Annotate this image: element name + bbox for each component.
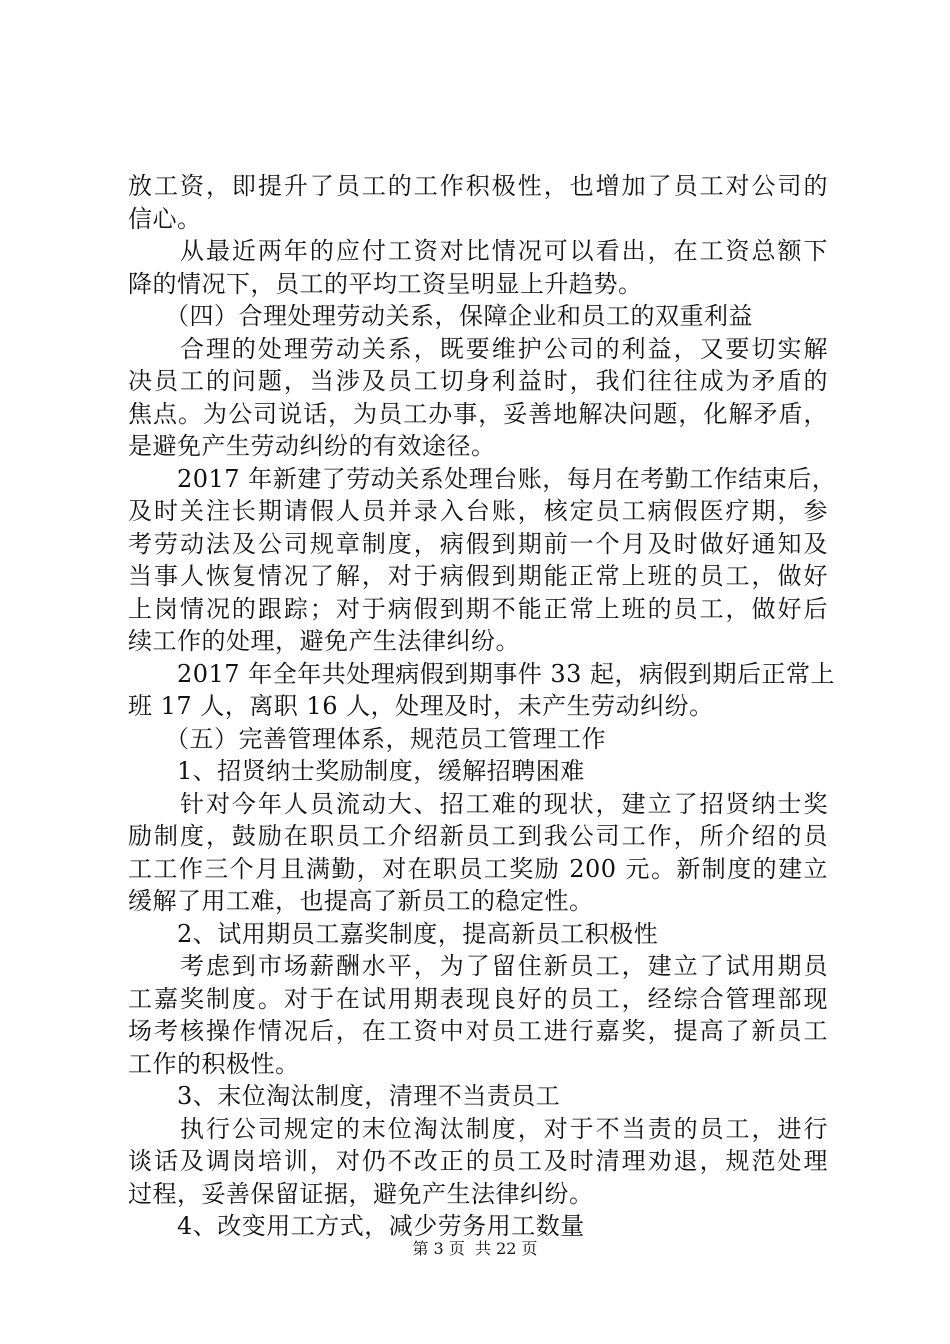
text-line: 工嘉奖制度。对于在试用期表现良好的员工，经综合管理部现 xyxy=(128,984,828,1013)
text-line: 2017 年全年共处理病假到期事件 33 起，病假到期后正常上 xyxy=(128,659,836,688)
text-line: 谈话及调岗培训，对仍不改正的员工及时清理劝退，规范处理 xyxy=(128,1147,828,1175)
text-line: 执行公司规定的末位淘汰制度，对于不当责的员工，进行 xyxy=(128,1114,828,1143)
text-line: 2017 年新建了劳动关系处理台账，每月在考勤工作结束后， xyxy=(128,464,837,493)
page-footer xyxy=(0,1239,950,1259)
text-line: 续工作的处理，避免产生法律纠纷。 xyxy=(128,627,520,655)
text-line: 当事人恢复情况了解，对于病假到期能正常上班的员工，做好 xyxy=(128,562,828,590)
text-line: 工作的积极性。 xyxy=(128,1049,300,1078)
text-line: 2、试用期员工嘉奖制度，提高新员工积极性 xyxy=(128,919,659,948)
text-line: 是避免产生劳动纠纷的有效途径。 xyxy=(128,432,496,460)
text-line: 班 17 人，离职 16 人，处理及时，未产生劳动纠纷。 xyxy=(128,692,714,720)
text-line: 针对今年人员流动大、招工难的现状，建立了招贤纳士奖 xyxy=(128,789,828,818)
text-line: 工工作三个月且满勤，对在职员工奖励 200 元。新制度的建立 xyxy=(128,854,828,883)
text-line: 决员工的问题，当涉及员工切身利益时，我们往往成为矛盾的 xyxy=(128,367,828,395)
text-line: 焦点。为公司说话，为员工办事，妥善地解决问题，化解矛盾， xyxy=(128,399,828,428)
text-line: 合理的处理劳动关系，既要维护公司的利益，又要切实解 xyxy=(128,334,828,363)
text-line: 从最近两年的应付工资对比情况可以看出，在工资总额下 xyxy=(128,237,828,265)
text-line: 3、末位淘汰制度，清理不当责员工 xyxy=(128,1082,561,1110)
text-line: 过程，妥善保留证据，避免产生法律纠纷。 xyxy=(128,1179,594,1208)
text-line: 上岗情况的跟踪；对于病假到期不能正常上班的员工，做好后 xyxy=(128,594,828,623)
text-line: 缓解了用工难，也提高了新员工的稳定性。 xyxy=(128,887,594,915)
text-line: 放工资，即提升了员工的工作积极性，也增加了员工对公司的 xyxy=(128,172,828,200)
document-body xyxy=(128,170,837,1243)
text-line: 4、改变用工方式，减少劳务用工数量 xyxy=(128,1212,585,1240)
text-line: 考劳动法及公司规章制度，病假到期前一个月及时做好通知及 xyxy=(128,529,828,558)
text-line: 场考核操作情况后，在工资中对员工进行嘉奖，提高了新员工 xyxy=(128,1017,828,1045)
page-number-label: 第 3 页 共 22 页 xyxy=(412,1239,538,1258)
text-line: 励制度，鼓励在职员工介绍新员工到我公司工作，所介绍的员 xyxy=(128,822,828,850)
text-line: （四）合理处理劳动关系，保障企业和员工的双重利益 xyxy=(128,302,753,330)
text-line: 及时关注长期请假人员并录入台账，核定员工病假医疗期，参 xyxy=(128,497,828,525)
text-line: （五）完善管理体系，规范员工管理工作 xyxy=(128,724,606,753)
text-line: 信心。 xyxy=(128,204,202,233)
text-line: 降的情况下，员工的平均工资呈明显上升趋势。 xyxy=(128,269,643,298)
text-line: 1、招贤纳士奖励制度，缓解招聘困难 xyxy=(128,757,585,785)
text-line: 考虑到市场薪酬水平，为了留住新员工，建立了试用期员 xyxy=(128,952,828,980)
